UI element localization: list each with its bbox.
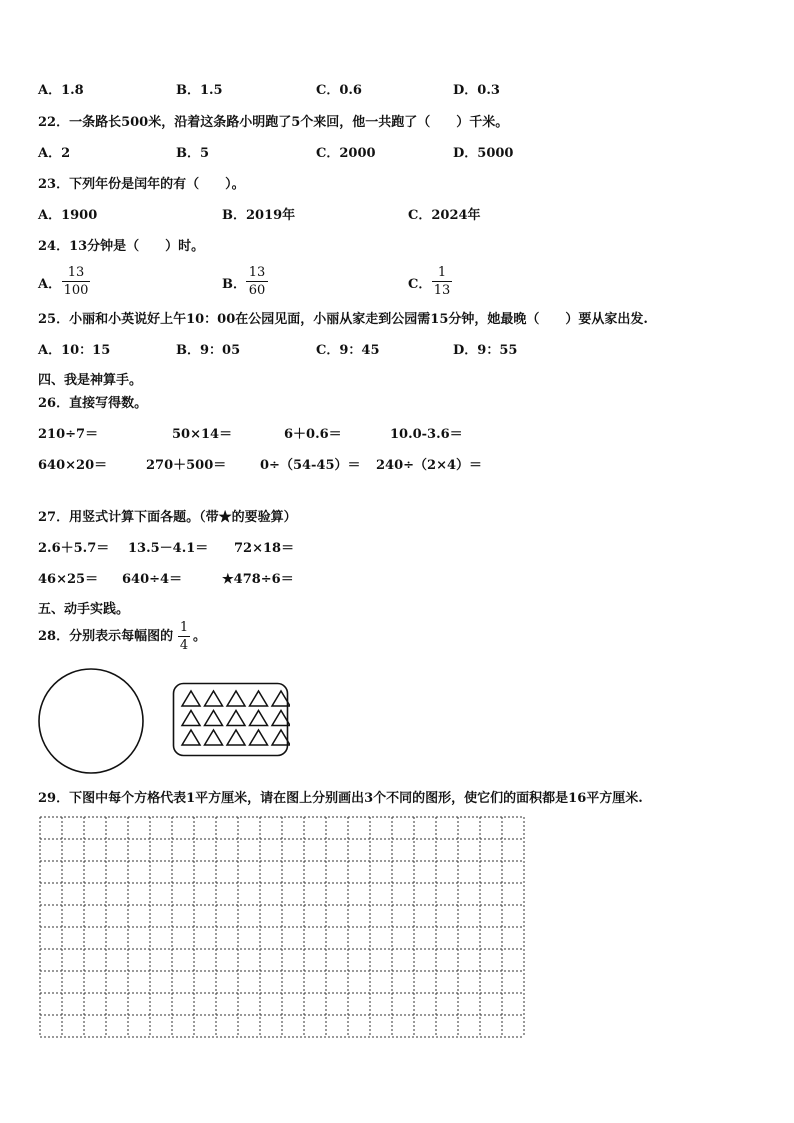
- q21-option-a: A．1.8: [38, 83, 84, 98]
- q26-item: 0÷（54-45）＝: [260, 458, 361, 473]
- q25-option-a: A．10：15: [38, 343, 111, 358]
- section-four-title: 四、我是神算手。: [38, 373, 143, 388]
- q29-square-grid: [38, 815, 528, 1041]
- q25-option-d: D．9：55: [453, 343, 518, 358]
- triangle-shape: [250, 691, 268, 706]
- fraction-denominator: 4: [179, 638, 189, 653]
- fraction-denominator: 60: [248, 283, 266, 298]
- circle-shape: [39, 669, 143, 773]
- q28-suffix: 。: [193, 629, 207, 644]
- q24-option-c-letter: C．: [408, 277, 432, 292]
- fraction-bar: [432, 281, 452, 282]
- q23-option-a: A．1900: [38, 208, 98, 223]
- q28-circle-figure: [36, 666, 148, 778]
- fraction-numerator: 1: [437, 265, 447, 280]
- q23-stem: 23．下列年份是闰年的有（ ）。: [38, 177, 245, 192]
- triangle-shape: [182, 711, 200, 726]
- triangle-shape: [250, 730, 268, 745]
- q24-option-b-fraction: [246, 265, 268, 298]
- q26-item: 50×14＝: [172, 427, 233, 442]
- q27-item: 640÷4＝: [122, 572, 183, 587]
- triangle-shape: [205, 711, 223, 726]
- q21-option-b: B．1.5: [176, 83, 223, 98]
- triangle-shape: [227, 711, 245, 726]
- triangle-shape: [227, 730, 245, 745]
- fraction-numerator: 13: [67, 265, 85, 280]
- q27-stem: 27．用竖式计算下面各题。（带★的要验算）: [38, 510, 297, 525]
- fraction-numerator: 13: [248, 265, 266, 280]
- q28-stem: 28．分别表示每幅图的: [38, 629, 174, 644]
- q27-item: 46×25＝: [38, 572, 99, 587]
- q26-item: 10.0-3.6＝: [390, 427, 463, 442]
- q26-item: 210÷7＝: [38, 427, 99, 442]
- q24-option-a-letter: A．: [38, 277, 62, 292]
- q22-stem: 22．一条路长500米，沿着这条路小明跑了5个来回，他一共跑了（ ）千米。: [38, 115, 509, 130]
- fraction-bar: [246, 281, 268, 282]
- q25-option-c: C．9：45: [316, 343, 380, 358]
- q28-triangles-figure: [172, 682, 290, 758]
- q29-stem: 29．下图中每个方格代表1平方厘米，请在图上分别画出3个不同的图形，使它们的面积都是16平方厘米.: [38, 791, 643, 806]
- section-five-title: 五、动手实践。: [38, 602, 130, 617]
- triangle-shape: [182, 730, 200, 745]
- q24-option-a-fraction: [62, 265, 90, 298]
- q22-option-a: A．2: [38, 146, 71, 161]
- q24-stem: 24．13分钟是（ ）时。: [38, 239, 205, 254]
- q28-fraction: [178, 620, 190, 653]
- q26-item: 640×20＝: [38, 458, 108, 473]
- triangle-shape: [227, 691, 245, 706]
- q24-option-c-fraction: [432, 265, 452, 298]
- triangle-shape: [205, 730, 223, 745]
- q22-option-c: C．2000: [316, 146, 376, 161]
- q22-option-d: D．5000: [453, 146, 514, 161]
- q23-option-b: B．2019年: [222, 208, 296, 223]
- fraction-denominator: 100: [63, 283, 89, 298]
- q26-item: 240÷（2×4）＝: [376, 458, 483, 473]
- triangle-shape: [182, 691, 200, 706]
- q27-item: 72×18＝: [234, 541, 295, 556]
- q26-item: 270＋500＝: [146, 458, 227, 473]
- q23-option-c: C．2024年: [408, 208, 481, 223]
- fraction-numerator: 1: [179, 620, 189, 635]
- q27-item: 2.6＋5.7＝: [38, 541, 110, 556]
- q26-item: 6＋0.6＝: [284, 427, 342, 442]
- q22-option-b: B．5: [176, 146, 210, 161]
- q26-stem: 26．直接写得数。: [38, 396, 148, 411]
- q21-option-d: D．0.3: [453, 83, 500, 98]
- q27-item: ★478÷6＝: [222, 572, 294, 587]
- fraction-denominator: 13: [433, 283, 451, 298]
- q27-item: 13.5－4.1＝: [128, 541, 209, 556]
- fraction-bar: [178, 636, 190, 637]
- triangle-shape: [250, 711, 268, 726]
- triangle-shape: [205, 691, 223, 706]
- q25-option-b: B．9：05: [176, 343, 241, 358]
- q24-option-b-letter: B．: [222, 277, 246, 292]
- fraction-bar: [62, 281, 90, 282]
- q25-stem: 25．小丽和小英说好上午10：00在公园见面，小丽从家走到公园需15分钟，她最晚（ ）要从家出发.: [38, 312, 648, 327]
- q21-option-c: C．0.6: [316, 83, 362, 98]
